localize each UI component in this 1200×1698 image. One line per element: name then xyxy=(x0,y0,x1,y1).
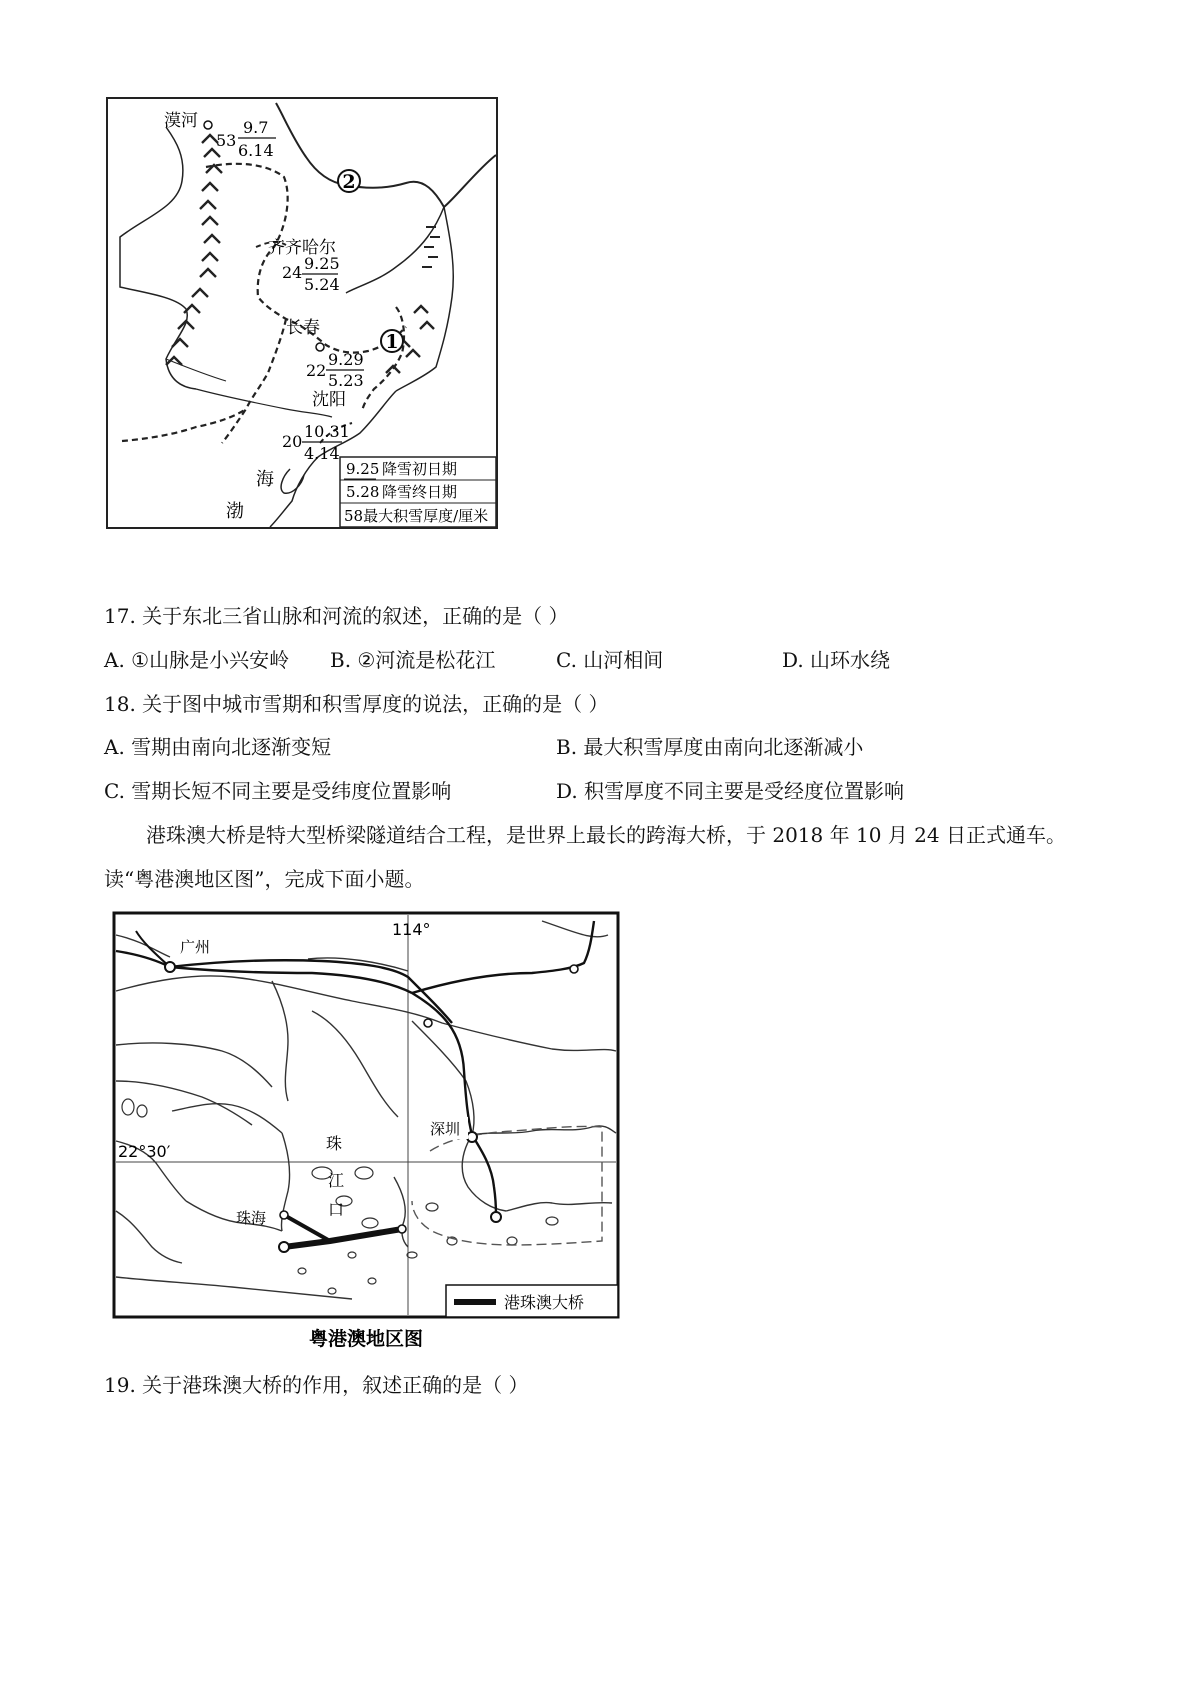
qiqihar-last-snow: 5.24 xyxy=(304,275,340,294)
shenyang-first-snow: 10.31 xyxy=(304,422,350,441)
hongkong-city-dot xyxy=(491,1212,501,1222)
changchun-label: 长春 xyxy=(286,318,320,338)
shenzhen-city-dot xyxy=(467,1132,477,1142)
changchun-last-snow: 5.23 xyxy=(328,371,364,390)
intro-paragraph-line-2: 读“粤港澳地区图”，完成下面小题。 xyxy=(104,867,425,891)
guangzhou-city-dot xyxy=(165,962,175,972)
sea-label-bo: 渤 xyxy=(226,501,244,522)
legend-first-label: 降雪初日期 xyxy=(382,460,458,478)
estuary-char-kou: 口 xyxy=(328,1200,345,1219)
mohe-thickness: 53 xyxy=(216,131,237,150)
sea-label-hai: 海 xyxy=(256,469,274,490)
question-17-option-b[interactable]: B. ②河流是松花江 xyxy=(330,648,496,672)
question-17-stem: 17. 关于东北三省山脉和河流的叙述，正确的是（ ） xyxy=(104,604,569,628)
macao-city-dot xyxy=(279,1242,289,1252)
gba-map xyxy=(112,911,622,1353)
question-18-option-b[interactable]: B. 最大积雪厚度由南向北逐渐减小 xyxy=(556,735,864,759)
question-17-option-c[interactable]: C. 山河相间 xyxy=(556,648,664,672)
zhuhai-city-dot xyxy=(280,1211,288,1219)
estuary-char-jiang: 江 xyxy=(328,1171,345,1190)
shenyang-label: 沈阳 xyxy=(312,390,346,410)
map2-legend xyxy=(446,1285,618,1317)
legend-last-label: 降雪终日期 xyxy=(382,483,458,501)
mohe-first-snow: 9.7 xyxy=(243,118,269,137)
question-17-option-d[interactable]: D. 山环水绕 xyxy=(782,648,891,672)
changchun-city-dot xyxy=(316,343,324,351)
shenzhen-label: 深圳 xyxy=(430,1120,461,1138)
question-18-stem: 18. 关于图中城市雪期和积雪厚度的说法，正确的是（ ） xyxy=(104,692,609,716)
legend-first-value: 9.25 xyxy=(346,460,380,478)
map2-caption: 粤港澳地区图 xyxy=(308,1328,424,1350)
question-17-option-a[interactable]: A. ①山脉是小兴安岭 xyxy=(104,648,290,672)
qiqihar-label: 齐齐哈尔 xyxy=(268,238,336,258)
map1-legend xyxy=(340,457,496,527)
changchun-first-snow: 9.29 xyxy=(328,350,364,369)
bridge-hk-end-dot xyxy=(398,1225,406,1233)
longitude-label: 114° xyxy=(392,920,431,939)
marker-1-label: 1 xyxy=(385,331,399,353)
mohe-last-snow: 6.14 xyxy=(238,141,274,160)
legend-thickness-label: 58最大积雪厚度/厘米 xyxy=(344,507,489,525)
legend-last-value: 5.28 xyxy=(346,483,380,501)
shenyang-thickness: 20 xyxy=(282,432,303,451)
qiqihar-thickness: 24 xyxy=(282,263,303,282)
estuary-char-zhu: 珠 xyxy=(326,1134,343,1153)
question-19-stem: 19. 关于港珠澳大桥的作用，叙述正确的是（ ） xyxy=(104,1373,529,1397)
question-18-option-a[interactable]: A. 雪期由南向北逐渐变短 xyxy=(104,735,332,759)
qiqihar-first-snow: 9.25 xyxy=(304,254,340,273)
legend-bridge-label: 港珠澳大桥 xyxy=(504,1293,585,1312)
zhuhai-label: 珠海 xyxy=(236,1209,267,1227)
northeast-snow-map xyxy=(106,97,498,529)
question-18-option-d[interactable]: D. 积雪厚度不同主要是受经度位置影响 xyxy=(556,779,905,803)
changchun-thickness: 22 xyxy=(306,361,327,380)
marker-2-label: 2 xyxy=(342,171,356,193)
mohe-label: 漠河 xyxy=(164,111,198,131)
intro-paragraph-line-1: 港珠澳大桥是特大型桥梁隧道结合工程，是世界上最长的跨海大桥，于 2018 年 10 月 24 日正式通车。 xyxy=(146,823,1066,847)
guangzhou-label: 广州 xyxy=(180,938,211,956)
question-18-option-c[interactable]: C. 雪期长短不同主要是受纬度位置影响 xyxy=(104,779,452,803)
shenyang-last-snow: 4.14 xyxy=(304,444,340,463)
mohe-city-dot xyxy=(204,121,212,129)
latitude-label: 22°30′ xyxy=(118,1142,171,1161)
